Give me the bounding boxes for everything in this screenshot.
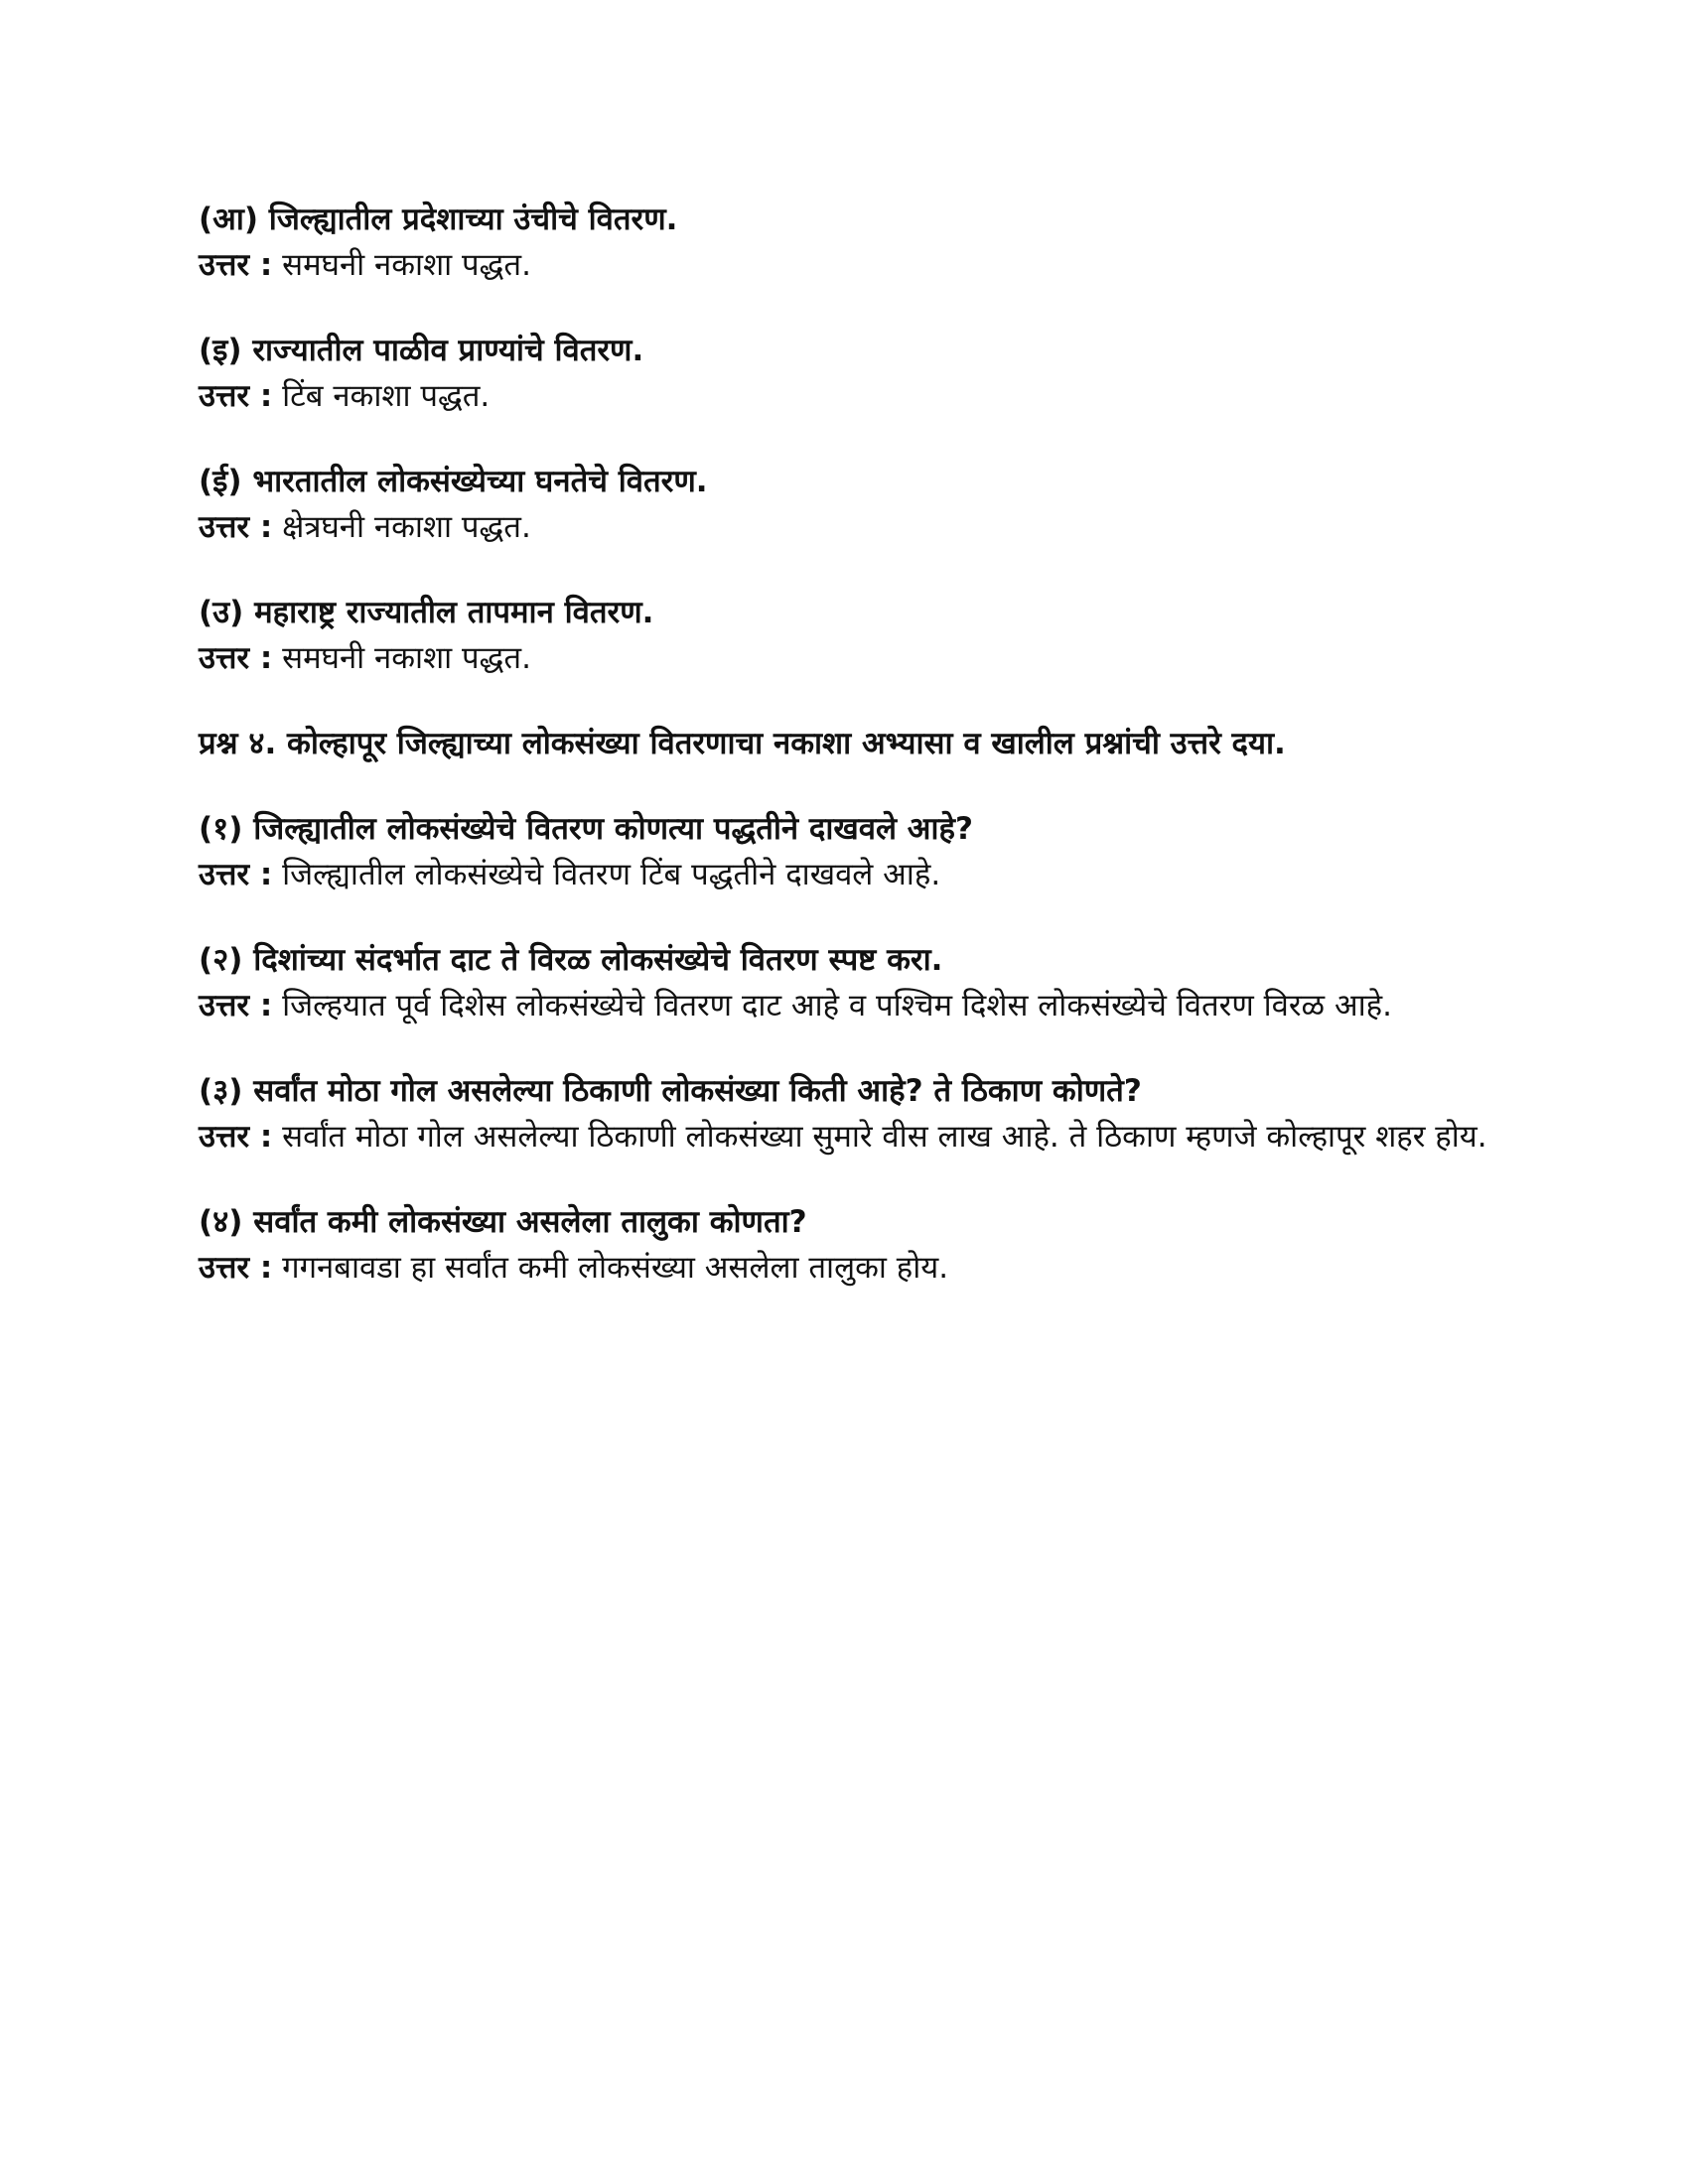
question-text: (ई) भारतातील लोकसंख्येच्या घनतेचे वितरण.: [199, 464, 708, 499]
qa-item-ii: [199, 459, 1489, 550]
answer-text: [199, 1245, 1489, 1291]
answer-text: [199, 983, 1489, 1028]
question-text: (४) सर्वांत कमी लोकसंख्या असलेला तालुका कोणता?: [199, 1204, 807, 1240]
answer-value: सर्वांत मोठा गोल असलेल्या ठिकाणी लोकसंख्या सुमारे वीस लाख आहे. ते ठिकाण म्हणजे कोल्हापूर शहर होय.: [282, 1119, 1487, 1155]
question-text: (इ) राज्यातील पाळीव प्राण्यांचे वितरण.: [199, 333, 644, 368]
answer-text: [199, 635, 1489, 681]
document-body: [199, 197, 1489, 1291]
answer-text: [199, 373, 1489, 419]
answer-label: उत्तर :: [199, 640, 273, 676]
answer-text: [199, 242, 1489, 288]
answer-value: टिंब नकाशा पद्धत.: [282, 378, 491, 414]
qa-item-u: [199, 590, 1489, 681]
qa-subitem-1: [199, 806, 1489, 897]
answer-value: समघनी नकाशा पद्धत.: [282, 247, 531, 283]
qa-subitem-4: [199, 1199, 1489, 1291]
answer-text: [199, 1114, 1489, 1160]
answer-label: उत्तर :: [199, 988, 273, 1024]
answer-text: [199, 852, 1489, 897]
qa-item-i: [199, 328, 1489, 419]
qa-item-aa: [199, 197, 1489, 288]
answer-value: समघनी नकाशा पद्धत.: [282, 640, 531, 676]
answer-label: उत्तर :: [199, 509, 273, 545]
answer-value: क्षेत्रघनी नकाशा पद्धत.: [282, 509, 531, 545]
answer-value: जिल्ह्यातील लोकसंख्येचे वितरण टिंब पद्धतीने दाखवले आहे.: [282, 857, 941, 892]
qa-subitem-2: [199, 937, 1489, 1028]
question-text: (आ) जिल्ह्यातील प्रदेशाच्या उंचीचे वितरण.: [199, 202, 678, 237]
question-text: (३) सर्वांत मोठा गोल असलेल्या ठिकाणी लोकसंख्या किती आहे? ते ठिकाण कोणते?: [199, 1073, 1142, 1109]
answer-value: गगनबावडा हा सर्वांत कमी लोकसंख्या असलेला तालुका होय.: [282, 1250, 949, 1286]
answer-label: उत्तर :: [199, 247, 273, 283]
section-heading: प्रश्न ४. कोल्हापूर जिल्ह्याच्या लोकसंख्या वितरणाचा नकाशा अभ्यासा व खालील प्रश्नांची उत्तरे दया.: [199, 726, 1286, 761]
answer-value: जिल्हयात पूर्व दिशेस लोकसंख्येचे वितरण दाट आहे व पश्चिम दिशेस लोकसंख्येचे वितरण विरळ आहे.: [282, 988, 1392, 1024]
answer-label: उत्तर :: [199, 1119, 273, 1155]
answer-label: उत्तर :: [199, 857, 273, 892]
section-heading-block: [199, 721, 1489, 766]
question-text: (१) जिल्ह्यातील लोकसंख्येचे वितरण कोणत्या पद्धतीने दाखवले आहे?: [199, 811, 973, 847]
answer-label: उत्तर :: [199, 1250, 273, 1286]
question-text: (उ) महाराष्ट्र राज्यातील तापमान वितरण.: [199, 595, 654, 630]
answer-label: उत्तर :: [199, 378, 273, 414]
question-text: (२) दिशांच्या संदर्भात दाट ते विरळ लोकसंख्येचे वितरण स्पष्ट करा.: [199, 942, 943, 978]
answer-text: [199, 504, 1489, 550]
qa-subitem-3: [199, 1068, 1489, 1160]
